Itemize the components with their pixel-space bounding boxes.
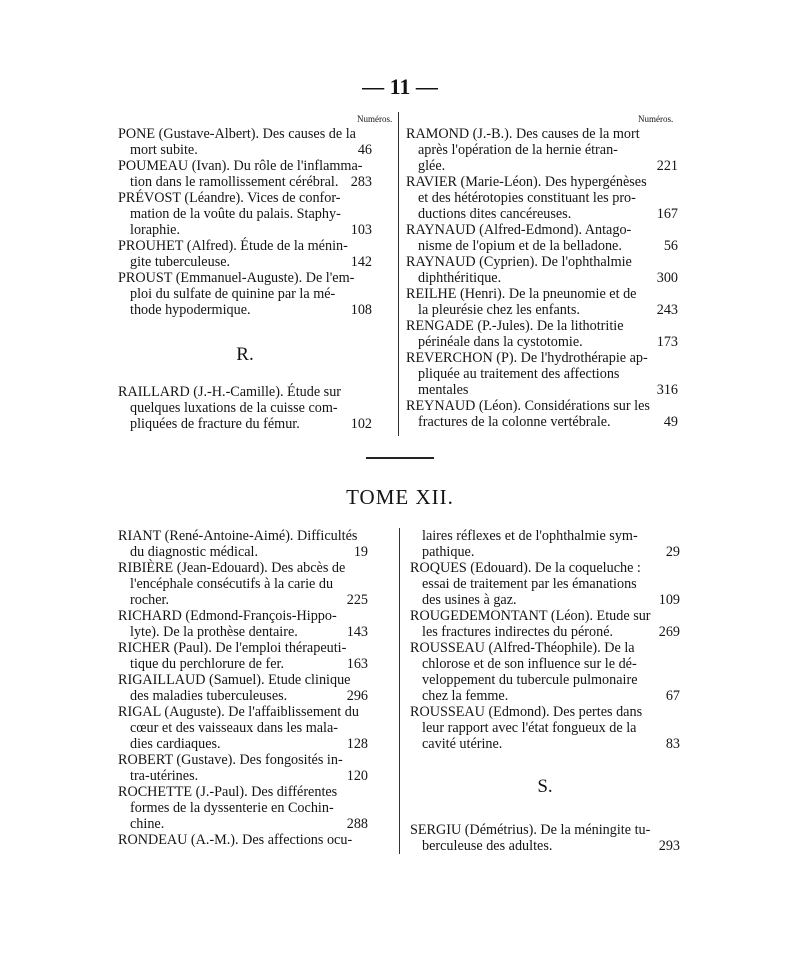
entry-rochette bbox=[118, 784, 368, 832]
entry-number: 143 bbox=[346, 624, 368, 640]
entry-rigaillaud bbox=[118, 672, 368, 704]
entry-number: 269 bbox=[658, 624, 680, 640]
entry-line: la pleurésie chez les enfants. bbox=[418, 302, 580, 318]
entry-line: essai de traitement par les émanations bbox=[422, 576, 637, 592]
entry-number: 167 bbox=[656, 206, 678, 222]
entry-number: 316 bbox=[656, 382, 678, 398]
entry-line: chez la femme. bbox=[422, 688, 509, 704]
entry-line: diphthéritique. bbox=[418, 270, 502, 286]
entry-number: 293 bbox=[658, 838, 680, 854]
entry-line: PRÉVOST (Léandre). Vices de confor- bbox=[118, 190, 341, 206]
entry-number: 300 bbox=[656, 270, 678, 286]
entry-richer bbox=[118, 640, 368, 672]
entry-proust bbox=[118, 270, 372, 318]
entry-number: 163 bbox=[346, 656, 368, 672]
entry-line: tion dans le ramollissement cérébral. bbox=[130, 174, 339, 190]
entry-pone bbox=[118, 126, 372, 158]
top-left-column-r bbox=[118, 384, 372, 432]
entry-number: 109 bbox=[658, 592, 680, 608]
entry-line: nisme de l'opium et de la belladone. bbox=[418, 238, 622, 254]
entry-line: périnéale dans la cystotomie. bbox=[418, 334, 583, 350]
top-left-column bbox=[118, 126, 372, 318]
entry-line: REILHE (Henri). De la pneunomie et de bbox=[406, 286, 637, 302]
entry-number: 102 bbox=[350, 416, 372, 432]
entry-ramond bbox=[406, 126, 678, 174]
entry-number: 288 bbox=[346, 816, 368, 832]
entry-sergiu bbox=[410, 822, 680, 854]
entry-ravier bbox=[406, 174, 678, 222]
entry-line: veloppement du tubercule pulmonaire bbox=[422, 672, 638, 688]
entry-number: 142 bbox=[350, 254, 372, 270]
entry-line: du diagnostic médical. bbox=[130, 544, 259, 560]
entry-line: RIANT (René-Antoine-Aimé). Difficultés bbox=[118, 528, 358, 544]
entry-line: l'encéphale consécutifs à la carie du bbox=[130, 576, 334, 592]
entry-line: RICHARD (Edmond-François-Hippo- bbox=[118, 608, 337, 624]
entry-line: des maladies tuberculeuses. bbox=[130, 688, 288, 704]
entry-line: RAILLARD (J.-H.-Camille). Étude sur bbox=[118, 384, 342, 400]
entry-line: REYNAUD (Léon). Considérations sur les bbox=[406, 398, 650, 414]
entry-line: ploi du sulfate de quinine par la mé- bbox=[130, 286, 336, 302]
entry-line: lyte). De la prothèse dentaire. bbox=[130, 624, 298, 640]
entry-line: ROUGEDEMONTANT (Léon). Etude sur bbox=[410, 608, 651, 624]
entry-line: pathique. bbox=[422, 544, 475, 560]
entry-number: 67 bbox=[665, 688, 680, 704]
entry-rigal bbox=[118, 704, 368, 752]
entry-line: des usines à gaz. bbox=[422, 592, 517, 608]
section-separator-rule bbox=[366, 457, 434, 459]
entry-line: berculeuse des adultes. bbox=[422, 838, 553, 854]
entry-number: 225 bbox=[346, 592, 368, 608]
entry-raynaud-alfred bbox=[406, 222, 678, 254]
entry-line: RICHER (Paul). De l'emploi thérapeuti- bbox=[118, 640, 347, 656]
entry-number: 56 bbox=[663, 238, 678, 254]
entry-line: RAYNAUD (Cyprien). De l'ophthalmie bbox=[406, 254, 632, 270]
entry-line: mation de la voûte du palais. Staphy- bbox=[130, 206, 341, 222]
page-number: — 11 — bbox=[362, 74, 438, 99]
entry-line: SERGIU (Démétrius). De la méningite tu- bbox=[410, 822, 651, 838]
entry-prouhet bbox=[118, 238, 372, 270]
entry-rousseau-alfred bbox=[410, 640, 680, 704]
entry-line: thode hypodermique. bbox=[130, 302, 251, 318]
column-divider-top bbox=[398, 112, 399, 436]
entry-line: RENGADE (P.-Jules). De la lithotritie bbox=[406, 318, 624, 334]
entry-line: POUMEAU (Ivan). Du rôle de l'inflamma- bbox=[118, 158, 363, 174]
section-letter-r: R. bbox=[236, 344, 254, 365]
entry-poumeau bbox=[118, 158, 372, 190]
entry-raillard bbox=[118, 384, 372, 432]
column-divider-bottom bbox=[399, 528, 400, 854]
entry-line: RIGAL (Auguste). De l'affaiblissement du bbox=[118, 704, 359, 720]
entry-reilhe bbox=[406, 286, 678, 318]
entry-line: mort subite. bbox=[130, 142, 198, 158]
entry-line: pliquées de fracture du fémur. bbox=[130, 416, 300, 432]
entry-number: 296 bbox=[346, 688, 368, 704]
entry-line: RONDEAU (A.-M.). Des affections ocu- bbox=[118, 832, 353, 848]
entry-number: 283 bbox=[350, 174, 372, 190]
entry-robert bbox=[118, 752, 368, 784]
entry-richard bbox=[118, 608, 368, 640]
entry-prevost bbox=[118, 190, 372, 238]
entry-line: après l'opération de la hernie étran- bbox=[418, 142, 618, 158]
entry-number: 108 bbox=[350, 302, 372, 318]
entry-line: et des hétérotopies constituant les pro- bbox=[418, 190, 636, 206]
entry-number: 103 bbox=[350, 222, 372, 238]
entry-reverchon bbox=[406, 350, 678, 398]
entry-number: 83 bbox=[665, 736, 680, 752]
entry-number: 49 bbox=[663, 414, 678, 430]
entry-line: leur rapport avec l'état fongueux de la bbox=[422, 720, 637, 736]
entry-line: tique du perchlorure de fer. bbox=[130, 656, 285, 672]
entry-number: 29 bbox=[665, 544, 680, 560]
entry-line: ROQUES (Edouard). De la coqueluche : bbox=[410, 560, 641, 576]
entry-line: loraphie. bbox=[130, 222, 181, 238]
entry-line: formes de la dyssenterie en Cochin- bbox=[130, 800, 334, 816]
entry-line: rocher. bbox=[130, 592, 169, 608]
entry-line: cœur et des vaisseaux dans les mala- bbox=[130, 720, 339, 736]
entry-rengade bbox=[406, 318, 678, 350]
tome-title: TOME XII. bbox=[346, 485, 454, 509]
entry-line: RAYNAUD (Alfred-Edmond). Antago- bbox=[406, 222, 632, 238]
entry-line: fractures de la colonne vertébrale. bbox=[418, 414, 611, 430]
entry-number: 120 bbox=[346, 768, 368, 784]
entry-line: pliquée au traitement des affections bbox=[418, 366, 620, 382]
entry-line: RAMOND (J.-B.). Des causes de la mort bbox=[406, 126, 640, 142]
entry-roques bbox=[410, 560, 680, 608]
bottom-left-column bbox=[118, 528, 368, 848]
entry-line: mentales bbox=[418, 382, 469, 398]
entry-line: les fractures indirectes du péroné. bbox=[422, 624, 614, 640]
entry-raynaud-cyprien bbox=[406, 254, 678, 286]
entry-line: REVERCHON (P). De l'hydrothérapie ap- bbox=[406, 350, 648, 366]
entry-line: PONE (Gustave-Albert). Des causes de la bbox=[118, 126, 356, 142]
entry-number: 243 bbox=[656, 302, 678, 318]
entry-line: glée. bbox=[418, 158, 446, 174]
entry-line: ROBERT (Gustave). Des fongosités in- bbox=[118, 752, 343, 768]
entry-line: RAVIER (Marie-Léon). Des hypergénèses bbox=[406, 174, 647, 190]
entry-line: RIBIÈRE (Jean-Edouard). Des abcès de bbox=[118, 560, 346, 576]
entry-line: PROUHET (Alfred). Étude de la ménin- bbox=[118, 238, 348, 254]
section-letter-s: S. bbox=[537, 776, 553, 797]
entry-line: dies cardiaques. bbox=[130, 736, 221, 752]
entry-line: ROUSSEAU (Edmond). Des pertes dans bbox=[410, 704, 643, 720]
entry-line: cavité utérine. bbox=[422, 736, 503, 752]
entry-line: laires réflexes et de l'ophthalmie sym- bbox=[422, 528, 638, 544]
entry-rougedemontant bbox=[410, 608, 680, 640]
top-right-column bbox=[406, 126, 678, 430]
entry-rondeau-continued bbox=[410, 528, 680, 560]
entry-line: gite tuberculeuse. bbox=[130, 254, 231, 270]
entry-line: tra-utérines. bbox=[130, 768, 199, 784]
entry-line: chine. bbox=[130, 816, 165, 832]
entry-ribiere bbox=[118, 560, 368, 608]
entry-rousseau-edmond bbox=[410, 704, 680, 752]
entry-line: ROUSSEAU (Alfred-Théophile). De la bbox=[410, 640, 635, 656]
bottom-right-column-s bbox=[410, 822, 680, 854]
entry-riant bbox=[118, 528, 368, 560]
entry-line: RIGAILLAUD (Samuel). Etude clinique bbox=[118, 672, 351, 688]
entry-line: quelques luxations de la cuisse com- bbox=[130, 400, 338, 416]
bottom-right-column bbox=[410, 528, 680, 752]
entry-line: PROUST (Emmanuel-Auguste). De l'em- bbox=[118, 270, 355, 286]
entry-line: ductions dites cancéreuses. bbox=[418, 206, 572, 222]
entry-number: 128 bbox=[346, 736, 368, 752]
entry-rondeau bbox=[118, 832, 368, 848]
entry-number: 19 bbox=[353, 544, 368, 560]
entry-line: ROCHETTE (J.-Paul). Des différentes bbox=[118, 784, 338, 800]
entry-number: 221 bbox=[656, 158, 678, 174]
entry-number: 173 bbox=[656, 334, 678, 350]
numeros-label-right: Numéros. bbox=[638, 114, 674, 124]
numeros-label-left: Numéros. bbox=[357, 114, 393, 124]
entry-reynaud bbox=[406, 398, 678, 430]
entry-line: chlorose et de son influence sur le dé- bbox=[422, 656, 637, 672]
entry-number: 46 bbox=[357, 142, 372, 158]
